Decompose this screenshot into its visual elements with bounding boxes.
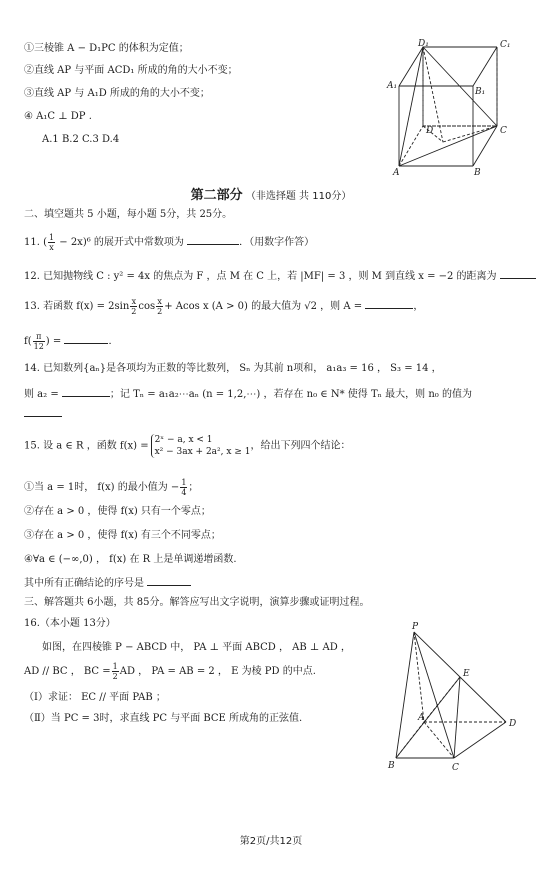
part2-title: 第二部分: [190, 188, 243, 203]
pyramid-label-c: C: [452, 763, 459, 773]
q16-l2a: AD // BC ， BC =: [24, 666, 111, 677]
q16-fraction: [112, 662, 119, 681]
q13-part-a: 13. 若函数 f(x) = 2sin: [24, 301, 130, 312]
question-14-line3: [24, 406, 62, 422]
question-16-head: 16.（本小题 13分）: [24, 618, 116, 629]
question-16-line1: 如图，在四棱锥 P − ABCD 中， PA ⊥ 平面 ABCD ， AB ⊥ AD ，: [42, 642, 351, 653]
pyramid-label-d: D: [509, 719, 517, 729]
question-16-line2: [24, 662, 316, 681]
part2-heading: [0, 184, 542, 203]
q11-prefix: 11. (: [24, 237, 47, 248]
option-1: ①三棱锥 A − D₁PC 的体积为定值；: [24, 43, 189, 54]
q13-f-den: 12: [33, 342, 44, 351]
question-14: 14. 已知数列{aₙ}是各项均为正数的等比数列， Sₙ 为其前 n项和， a₁a₃ = 16 ， S₃ = 14 ，: [24, 363, 442, 374]
q12-answer-blank[interactable]: [500, 268, 536, 279]
pyramid-label-b: B: [388, 761, 395, 771]
fill-section-header: 二、填空题共 5 小题，每小题 5分，共 25分。: [24, 209, 233, 220]
q14-line2a: 则 a₂ =: [24, 389, 59, 400]
q14-answer-blank-1[interactable]: [62, 386, 110, 397]
cube-label-a: A: [393, 168, 400, 178]
cube-label-b: B: [474, 168, 481, 178]
page-footer: 第2页/共12页: [239, 836, 303, 847]
q15-answer-blank[interactable]: [147, 575, 191, 586]
q13-frac1-den: 2: [131, 307, 137, 316]
q15-case-1: 2ˣ − a, x < 1: [154, 435, 213, 445]
q14-answer-blank-2[interactable]: [24, 406, 62, 417]
cube-label-a1: A₁: [387, 81, 398, 91]
q11-frac-num: 1: [48, 233, 55, 242]
question-13: [24, 297, 423, 316]
cube-label-d1: D₁: [418, 39, 429, 49]
q16-frac-num: 1: [112, 662, 118, 671]
cube-label-c: C: [500, 126, 507, 136]
q15-ask: [24, 575, 191, 591]
q15-part-a: 15. 设 a ∈ R ，函数 f(x) =: [24, 440, 149, 452]
q13-frac-1: [130, 297, 137, 316]
q13-period: ．: [108, 336, 119, 347]
pyramid-figure: [378, 618, 528, 778]
q13-f-prefix: f(: [24, 336, 32, 347]
cube-figure: [385, 38, 525, 178]
q15-c1-fraction: [180, 478, 187, 497]
cube-label-c1: C₁: [500, 40, 511, 50]
q11-mid: − 2x)⁶ 的展开式中常数项为: [56, 237, 184, 248]
q13-f-fraction: [33, 332, 45, 351]
q15-c1-den: 4: [181, 488, 187, 497]
q13-f-num: π: [33, 332, 45, 342]
q15-case-2: x² − 3ax + 2a², x ≥ 1: [154, 447, 251, 457]
part2-subtitle: （非选择题 共 110分）: [245, 191, 352, 202]
q13-frac2-num: x: [157, 297, 162, 306]
q13-part-b: cos: [138, 301, 156, 312]
q13-frac2-den: 2: [157, 307, 163, 316]
option-2: ②直线 AP 与平面 ACD₁ 所成的角的大小不变；: [24, 65, 238, 76]
question-14-line2: [24, 386, 472, 402]
q14-line2b: ；记 Tₙ = a₁a₂⋯aₙ (n = 1,2,⋯) ，若存在 n₀ ∈ N* 使得 Tₙ 最大，则 n₀ 的值为: [109, 389, 472, 400]
q16-l2b: AD ， PA = AB = 2 ， E 为棱 PD 的中点.: [119, 666, 316, 677]
q13-frac1-num: x: [131, 297, 137, 306]
question-12: [24, 268, 536, 284]
question-13-line2: [24, 332, 118, 351]
q13-comma: ，: [413, 301, 424, 312]
q15-piecewise: [151, 434, 251, 458]
cube-label-d: D: [426, 126, 434, 136]
q11-fraction: [48, 233, 55, 252]
q11-answer-blank[interactable]: [187, 234, 239, 245]
q15-conclusion-2: ②存在 a > 0 ，使得 f(x) 只有一个零点；: [24, 506, 211, 517]
option-4: ④ A₁C ⊥ DP .: [24, 111, 92, 122]
q15-conclusion-3: ③存在 a > 0 ，使得 f(x) 有三个不同零点；: [24, 530, 221, 541]
question-16-part-2: （Ⅱ）当 PC = 3时，求直线 PC 与平面 BCE 所成角的正弦值.: [24, 713, 303, 724]
q15-c1a: ①当 a = 1时， f(x) 的最小值为 −: [24, 482, 180, 493]
question-11: [24, 233, 314, 252]
q13-answer-blank-1[interactable]: [365, 298, 413, 309]
option-3: ③直线 AP 与 A₁D 所成的角的大小不变；: [24, 88, 210, 99]
q13-f-suffix: ) =: [45, 336, 62, 347]
q15-ask-text: 其中所有正确结论的序号是: [24, 578, 144, 589]
cube-label-b1: B₁: [475, 87, 486, 97]
q13-answer-blank-2[interactable]: [64, 333, 108, 344]
q11-suffix: ．（用数字作答）: [239, 237, 315, 248]
q13-frac-2: [156, 297, 163, 316]
solve-section-header: 三、解答题共 6小题，共 85分。解答应写出文字说明，演算步骤或证明过程。: [24, 597, 370, 608]
q15-part-b: ，给出下列四个结论：: [250, 440, 351, 452]
question-15: [24, 434, 350, 458]
q13-part-c: + Acos x (A > 0) 的最大值为 √2 ，则 A =: [164, 301, 363, 312]
question-16-part-1: （Ⅰ）求证： EC // 平面 PAB ；: [24, 692, 166, 703]
q12-text: 12. 已知抛物线 C : y² = 4x 的焦点为 F ，点 M 在 C 上，若 |MF| = 3 ，则 M 到直线 x = −2 的距离为: [24, 271, 497, 282]
pyramid-label-a: A: [418, 713, 425, 723]
pyramid-label-e: E: [463, 669, 470, 679]
q15-conclusion-4: ④∀a ∈ (−∞,0) ， f(x) 在 R 上是单调递增函数.: [24, 554, 237, 565]
q15-c1b: ；: [188, 482, 199, 493]
q16-frac-den: 2: [112, 672, 118, 681]
q11-frac-den: x: [49, 243, 54, 252]
q15-c1-num: 1: [181, 478, 187, 487]
q15-conclusion-1: [24, 478, 198, 497]
pyramid-label-p: P: [412, 622, 419, 632]
answer-choices: A.1 B.2 C.3 D.4: [42, 134, 120, 145]
